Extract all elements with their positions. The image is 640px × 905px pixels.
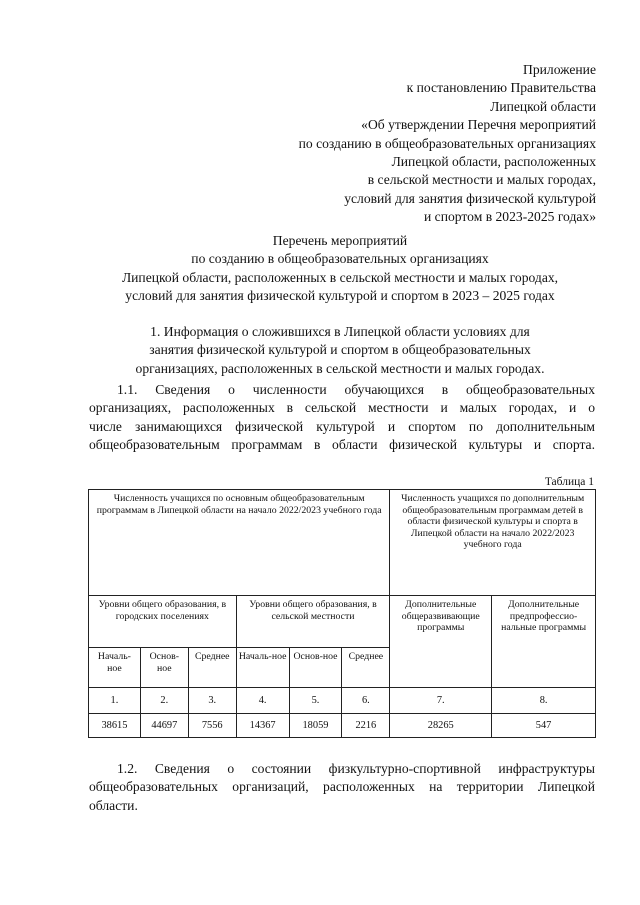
table-cell-value: 547: [492, 714, 596, 738]
header-level-basic: Основ-ное: [140, 648, 188, 688]
appendix-line: и спортом в 2023-2025 годах»: [424, 209, 596, 225]
title-line: по созданию в общеобразовательных организациях: [191, 251, 489, 267]
paragraph-line: организациях, расположенных в сельской местности и малых городах, и о: [89, 400, 595, 416]
paragraph-line: 1.1. Сведения о численности обучающихся в общеобразовательных: [117, 382, 595, 397]
paragraph-line: общеобразовательных организаций, расположенных на территории Липецкой: [89, 779, 595, 795]
table-cell-value: 44697: [140, 714, 188, 738]
header-main-enrollment: Численность учащихся по основным общеобразовательным программам в Липецкой области на начало 2022/2023 учебного года: [89, 490, 390, 596]
header-urban-levels: Уровни общего образования, в городских поселениях: [89, 596, 237, 648]
paragraph-1-2: [89, 760, 595, 815]
table-cell-value: 14367: [236, 714, 289, 738]
table-cell-value: 18059: [289, 714, 342, 738]
header-level-basic: Основ-ное: [289, 648, 342, 688]
header-additional-enrollment: Численность учащихся по дополнительным общеобразовательным программам детей в области физической культуры и спорта в Липецкой области на начало 2022/2023 учебного года: [390, 490, 596, 596]
section-line: 1. Информация о сложившихся в Липецкой области условиях для: [150, 324, 530, 339]
table-cell-value: 7556: [188, 714, 236, 738]
column-number: 6.: [342, 688, 390, 714]
header-level-primary: Началь-ное: [236, 648, 289, 688]
column-number: 2.: [140, 688, 188, 714]
column-number: 1.: [89, 688, 141, 714]
column-number: 7.: [390, 688, 492, 714]
section-line: занятия физической культурой и спортом в общеобразовательных: [149, 342, 531, 358]
appendix-line: Липецкой области, расположенных: [391, 154, 596, 170]
appendix-line: Приложение: [523, 62, 596, 77]
header-general-developmental: Дополнительные общеразвивающие программы: [390, 596, 492, 688]
header-level-secondary: Среднее: [342, 648, 390, 688]
appendix-line: Липецкой области: [490, 98, 596, 114]
appendix-line: в сельской местности и малых городах,: [367, 172, 596, 188]
column-number: 3.: [188, 688, 236, 714]
header-level-primary: Началь-ное: [89, 648, 141, 688]
section-heading: [60, 323, 620, 378]
title-line: условий для занятия физической культурой и спортом в 2023 – 2025 годах: [125, 287, 555, 303]
table-cell-value: 2216: [342, 714, 390, 738]
header-rural-levels: Уровни общего образования, в сельской местности: [236, 596, 390, 648]
appendix-line: «Об утверждении Перечня мероприятий: [361, 117, 596, 133]
table-caption: Таблица 1: [544, 476, 594, 488]
appendix-line: по созданию в общеобразовательных организациях: [298, 135, 596, 151]
paragraph-line: области.: [89, 797, 138, 813]
column-number: 8.: [492, 688, 596, 714]
paragraph-line: 1.2. Сведения о состоянии физкультурно-спортивной инфраструктуры: [117, 761, 595, 776]
header-level-secondary: Среднее: [188, 648, 236, 688]
section-line: организациях, расположенных в сельской местности и малых городах.: [135, 360, 545, 376]
enrollment-table: [88, 489, 596, 738]
table-cell-value: 28265: [390, 714, 492, 738]
column-number: 5.: [289, 688, 342, 714]
paragraph-line: числе занимающихся физической культурой и спортом по дополнительным: [89, 418, 595, 434]
table-cell-value: 38615: [89, 714, 141, 738]
paragraph-1-1: [89, 381, 595, 454]
appendix-line: к постановлению Правительства: [406, 80, 596, 96]
column-number: 4.: [236, 688, 289, 714]
header-pre-professional: Дополнительные предпрофессио-нальные программы: [492, 596, 596, 688]
title-line: Липецкой области, расположенных в сельской местности и малых городах,: [121, 269, 559, 285]
title-line: Перечень мероприятий: [272, 233, 408, 248]
appendix-line: условий для занятия физической культурой: [344, 190, 596, 206]
appendix-header: [196, 61, 596, 227]
paragraph-line: общеобразовательным программам в области физической культуры и спорта.: [89, 436, 595, 452]
document-title: [60, 232, 620, 305]
